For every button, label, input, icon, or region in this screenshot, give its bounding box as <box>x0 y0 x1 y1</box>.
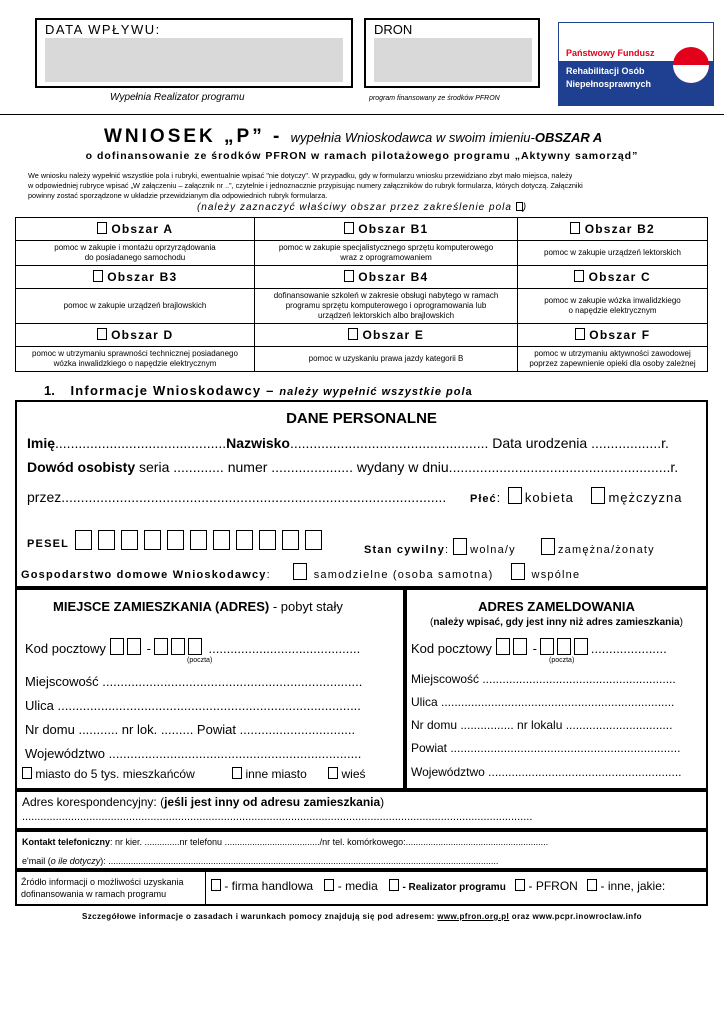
kontakt-label: Kontakt telefoniczny <box>22 837 111 847</box>
wies-label: wieś <box>341 767 366 781</box>
do5-checkbox[interactable] <box>22 767 32 779</box>
area-a-desc: pomoc w zakupie i montażu oprzyrządowania do posiadanego samochodu <box>16 241 255 266</box>
area-b3-label: Obszar B3 <box>107 270 178 284</box>
area-f-checkbox[interactable] <box>575 328 585 340</box>
footer-text: Szczegółowe informacje o zasadach i warunkach pomocy znajdują się pod adresem: <box>82 912 438 921</box>
kod-digit[interactable] <box>127 638 141 655</box>
pcpr-link[interactable]: www.pcpr.inowroclaw.info <box>532 912 642 921</box>
section1-title-italic: należy wypełnić wszystkie pol <box>279 386 466 398</box>
imie-row[interactable] <box>27 435 669 451</box>
area-c-checkbox[interactable] <box>574 270 584 282</box>
pfron-link[interactable]: www.pfron.org.pl <box>437 912 510 921</box>
kod-dash: - <box>146 641 151 656</box>
area-b4-header[interactable] <box>255 266 518 289</box>
zrodlo-label-cell <box>17 872 206 904</box>
inne-label: - inne, jakie: <box>600 879 666 893</box>
area-f-label: Obszar F <box>589 328 651 342</box>
dane-heading: DANE PERSONALNE <box>286 410 437 427</box>
section1-title: Informacje Wnioskodawcy – <box>70 383 280 398</box>
area-b4-checkbox[interactable] <box>344 270 354 282</box>
pesel-digit[interactable] <box>305 530 322 550</box>
kod-digit[interactable] <box>557 638 571 655</box>
area-d-label: Obszar D <box>111 328 174 342</box>
email-field[interactable]: ): ............................................................................................................................................................ <box>100 856 499 866</box>
zamezna-checkbox[interactable] <box>541 538 555 555</box>
dron-box <box>364 18 540 88</box>
kod-digit[interactable] <box>574 638 588 655</box>
kod-digit[interactable] <box>540 638 554 655</box>
areas-table <box>15 217 708 372</box>
title-line2: o dofinansowanie ze środków PFRON w ramach pilotażowego programu „Aktywny samorząd” <box>85 150 639 162</box>
email-row[interactable]: e'mail (o ile dotyczy): ............................................................................................................................................................ <box>22 856 499 866</box>
area-d-header[interactable] <box>16 324 255 347</box>
wies-checkbox[interactable] <box>328 767 338 779</box>
inne-miasto-checkbox[interactable] <box>232 767 242 779</box>
kontakt-row[interactable] <box>22 837 548 847</box>
zameld-nrdomu[interactable]: Nr domu ................ nr lokalu ................................ <box>411 718 673 732</box>
zaznacz-text: (należy zaznaczyć właściwy obszar przez zakreślenie pola <box>196 202 516 213</box>
samodzielne-label: samodzielne (osoba samotna) <box>313 569 494 581</box>
pesel-row <box>27 530 328 550</box>
plec-row: Płeć: kobieta mężczyzna <box>470 487 682 505</box>
zrodlo-options <box>211 879 665 893</box>
miejsce-woj[interactable]: Województwo ...................................................................... <box>25 746 362 761</box>
title-main: WNIOSEK „P” - <box>104 126 291 147</box>
kobieta-checkbox[interactable] <box>508 487 522 504</box>
logo-text-line3: Niepełnosprawnych <box>566 79 652 89</box>
firma-label: - firma handlowa <box>224 879 314 893</box>
zameld-sub: (należy wpisać, gdy jest inny niż adres zamieszkania) <box>430 617 683 628</box>
pesel-digit[interactable] <box>167 530 184 550</box>
instructions-2: w odpowiedniej rubryce wpisać „W załączeniu – załącznik nr ..”, czytelnie i jednoznacznie przypisując numery załączników do rubryk formularza, których dotyczą. Załączniki <box>28 181 583 190</box>
przez-row[interactable] <box>27 489 446 505</box>
section1-title-end: a <box>465 386 472 398</box>
area-f-desc: pomoc w utrzymaniu aktywności zawodowej poprzez zapewnienie opieki dla osoby zależnej <box>518 347 708 372</box>
pesel-digit[interactable] <box>236 530 253 550</box>
zrodlo-box <box>15 870 708 906</box>
przez-field[interactable]: przez................................................................................................... <box>27 489 447 505</box>
pesel-digit[interactable] <box>259 530 276 550</box>
data-wplywu-box <box>35 18 353 88</box>
logo-text-line2: Rehabilitacji Osób <box>566 66 645 76</box>
media-checkbox[interactable] <box>324 879 334 891</box>
kod-digit[interactable] <box>496 638 510 655</box>
zameld-poczta-dots[interactable]: ..................... <box>590 641 667 656</box>
miejsce-miejscowosc[interactable]: Miejscowość ........................................................................ <box>25 674 363 689</box>
wspolne-checkbox[interactable] <box>511 563 525 580</box>
zameld-sub-text: należy wpisać, gdy jest inny niż adres zamieszkania <box>433 617 680 628</box>
logo-text-line1: Państwowy Fundusz <box>566 48 655 58</box>
koresp-bold: jeśli jest inny od adresu zamieszkania <box>164 795 381 809</box>
kontakt-box <box>15 830 708 870</box>
miejsce-poczta-label: (poczta) <box>187 657 213 664</box>
section1-heading <box>44 383 472 398</box>
instructions-1: We wniosku należy wypełnić wszystkie pola i rubryki, ewentualnie wpisać "nie dotyczy". W przypadku, gdy w formularzu wniosku przewidziano zbyt mało miejsca, należy <box>28 171 573 180</box>
nazwisko-label: Nazwisko <box>226 435 290 451</box>
miejsce-ulica[interactable]: Ulica .................................................................................... <box>25 698 361 713</box>
miejsce-heading <box>53 599 343 614</box>
logo-circle-icon <box>671 45 711 85</box>
realizator-label: - Realizator programu <box>402 882 506 893</box>
inne-miasto-label: inne miasto <box>245 767 307 781</box>
miejscowosc-type-row <box>22 767 366 781</box>
area-e-header[interactable] <box>255 324 518 347</box>
samodzielne-checkbox[interactable] <box>293 563 307 580</box>
imie-label: Imię <box>27 435 56 451</box>
area-d-checkbox[interactable] <box>97 328 107 340</box>
area-b2-checkbox[interactable] <box>570 222 580 234</box>
data-wplywu-field[interactable] <box>45 38 343 82</box>
zameld-miejscowosc[interactable]: Miejscowość .......................................................... <box>411 672 676 686</box>
firma-checkbox[interactable] <box>211 879 221 891</box>
miejsce-heading-rest: - pobyt stały <box>269 599 343 614</box>
area-b2-header[interactable] <box>518 218 708 241</box>
miejsce-zamieszkania-box <box>15 588 405 790</box>
area-f-header[interactable] <box>518 324 708 347</box>
pesel-digit[interactable] <box>98 530 115 550</box>
kod-digit[interactable] <box>188 638 202 655</box>
wolna-label: wolna/y <box>470 544 516 556</box>
dowod-rest[interactable]: seria ............. numer ..................... wydany w dniu.........................................................r. <box>135 459 679 475</box>
area-a-label: Obszar A <box>111 222 174 236</box>
kobieta-label: kobieta <box>524 490 574 505</box>
mezczyzna-label: mężczyzna <box>608 490 683 505</box>
zaznacz-end: ) <box>522 202 528 213</box>
pesel-digit[interactable] <box>213 530 230 550</box>
miejsce-poczta-dots[interactable]: .......................................... <box>204 641 361 656</box>
area-e-desc: pomoc w uzyskaniu prawa jazdy kategorii B <box>255 347 518 372</box>
zameld-kod-row[interactable] <box>411 638 667 656</box>
kontakt-fields[interactable]: : nr kier. ..............nr telefonu ....................................../nr tel. komórkowego:......................................................... <box>110 837 549 847</box>
header-divider <box>0 114 724 115</box>
zameld-woj[interactable]: Województwo .......................................................... <box>411 765 682 779</box>
area-c-desc: pomoc w zakupie wózka inwalidzkiego o napędzie elektrycznym <box>518 289 708 324</box>
koresp-field[interactable]: ....................................................................................................................................................................... <box>22 811 533 823</box>
wspolne-label: wspólne <box>531 569 581 581</box>
title-obszar: OBSZAR A <box>534 130 603 145</box>
area-b1-checkbox[interactable] <box>344 222 354 234</box>
pesel-digit[interactable] <box>121 530 138 550</box>
zameld-heading: ADRES ZAMELDOWANIA <box>478 599 635 614</box>
area-b1-desc: pomoc w zakupie specjalistycznego sprzętu komputerowego wraz z oprogramowaniem <box>255 241 518 266</box>
area-b2-label: Obszar B2 <box>584 222 655 236</box>
program-note: program finansowany ze środków PFRON <box>369 95 500 102</box>
area-a-header[interactable] <box>16 218 255 241</box>
stan-row: Stan cywilny: wolna/y zamężna/żonaty <box>364 538 655 556</box>
miejsce-kod-row[interactable] <box>25 638 360 656</box>
dowod-row[interactable] <box>27 459 678 475</box>
pesel-digit[interactable] <box>75 530 92 550</box>
adres-zameldowania-box <box>405 588 708 790</box>
area-b3-checkbox[interactable] <box>93 270 103 282</box>
area-c-header[interactable] <box>518 266 708 289</box>
data-wplywu-label: DATA WPŁYWU: <box>45 22 161 37</box>
stan-label: Stan cywilny <box>364 544 446 556</box>
dane-personalne-box <box>15 400 708 588</box>
pesel-digit[interactable] <box>144 530 161 550</box>
zameld-poczta-label: (poczta) <box>549 657 575 664</box>
area-b4-desc: dofinansowanie szkoleń w zakresie obsługi nabytego w ramach programu sprzętu komputerowego i oprogramowania lub urządzeń lektorskich albo brajlowskich <box>255 289 518 324</box>
realizator-note: Wypełnia Realizator programu <box>110 92 245 103</box>
area-e-label: Obszar E <box>362 328 425 342</box>
dron-field[interactable] <box>374 38 532 82</box>
area-a-checkbox[interactable] <box>97 222 107 234</box>
miejsce-heading-bold: MIEJSCE ZAMIESZKANIA (ADRES) <box>53 599 270 614</box>
zameld-kod-label: Kod pocztowy <box>411 641 492 656</box>
pesel-digit[interactable] <box>282 530 299 550</box>
inne-checkbox[interactable] <box>587 879 597 891</box>
pfron-logo <box>558 22 714 106</box>
kod-dash: - <box>532 641 537 656</box>
dowod-label: Dowód osobisty <box>27 459 136 475</box>
kod-digit[interactable] <box>171 638 185 655</box>
realizator-checkbox[interactable] <box>389 879 399 891</box>
area-b3-header[interactable] <box>16 266 255 289</box>
do5-label: miasto do 5 tys. mieszkańców <box>35 767 195 781</box>
area-b1-header[interactable] <box>255 218 518 241</box>
nazwisko-dots[interactable]: ................................................... Data urodzenia ..................r. <box>289 435 669 451</box>
wolna-checkbox[interactable] <box>453 538 467 555</box>
koresp-label: Adres korespondencyjny: (jeśli jest inny od adresu zamieszkania) <box>22 795 385 809</box>
gosp-row: Gospodarstwo domowe Wnioskodawcy: samodzielne (osoba samotna) wspólne <box>21 563 580 581</box>
checkbox-icon <box>516 202 523 211</box>
area-b3-desc: pomoc w zakupie urządzeń brajlowskich <box>16 289 255 324</box>
pesel-label: PESEL <box>27 538 70 550</box>
mezczyzna-checkbox[interactable] <box>591 487 605 504</box>
area-b1-label: Obszar B1 <box>358 222 429 236</box>
kod-digit[interactable] <box>513 638 527 655</box>
imie-dots[interactable]: ............................................ <box>55 435 227 451</box>
area-d-desc: pomoc w utrzymaniu sprawności technicznej posiadanego wózka inwalidzkiego o napędzie elektrycznym <box>16 347 255 372</box>
zrodlo-label-2: dofinansowania w ramach programu <box>21 889 167 899</box>
zaznacz-note <box>0 202 724 213</box>
zamezna-label: zamężna/żonaty <box>557 544 655 556</box>
area-c-label: Obszar C <box>588 270 651 284</box>
area-b2-desc: pomoc w zakupie urządzeń lektorskich <box>518 241 708 266</box>
dron-label: DRON <box>374 22 413 37</box>
page-title <box>104 126 602 148</box>
miejsce-kod-label: Kod pocztowy <box>25 641 106 656</box>
footer: Szczegółowe informacje o zasadach i warunkach pomocy znajdują się pod adresem: www.pfron.org.pl oraz www.pcpr.inowroclaw.info <box>82 912 642 921</box>
section1-number: 1. <box>44 383 55 398</box>
area-b4-label: Obszar B4 <box>358 270 429 284</box>
pesel-digit[interactable] <box>190 530 207 550</box>
zameld-ulica[interactable]: Ulica ...................................................................... <box>411 695 675 709</box>
plec-label: Płeć <box>470 493 497 505</box>
instructions-3: powinny zostać sporządzone w układzie przewidzianym dla odpowiednich rubryk formularza. <box>28 191 328 200</box>
area-e-checkbox[interactable] <box>348 328 358 340</box>
koresp-box <box>15 790 708 830</box>
zrodlo-label-1: Źródło informacji o możliwości uzyskania <box>21 877 184 887</box>
media-label: - media <box>337 879 378 893</box>
pfron-checkbox[interactable] <box>515 879 525 891</box>
zameld-powiat[interactable]: Powiat ..................................................................... <box>411 741 681 755</box>
title-sub: wypełnia Wnioskodawca w swoim imieniu- <box>290 130 535 145</box>
pfron-label: - PFRON <box>528 879 578 893</box>
gosp-label: Gospodarstwo domowe Wnioskodawcy <box>21 569 267 581</box>
kod-digit[interactable] <box>110 638 124 655</box>
kod-digit[interactable] <box>154 638 168 655</box>
miejsce-nrdomu[interactable]: Nr domu ........... nr lok. ......... Powiat ................................ <box>25 722 356 737</box>
